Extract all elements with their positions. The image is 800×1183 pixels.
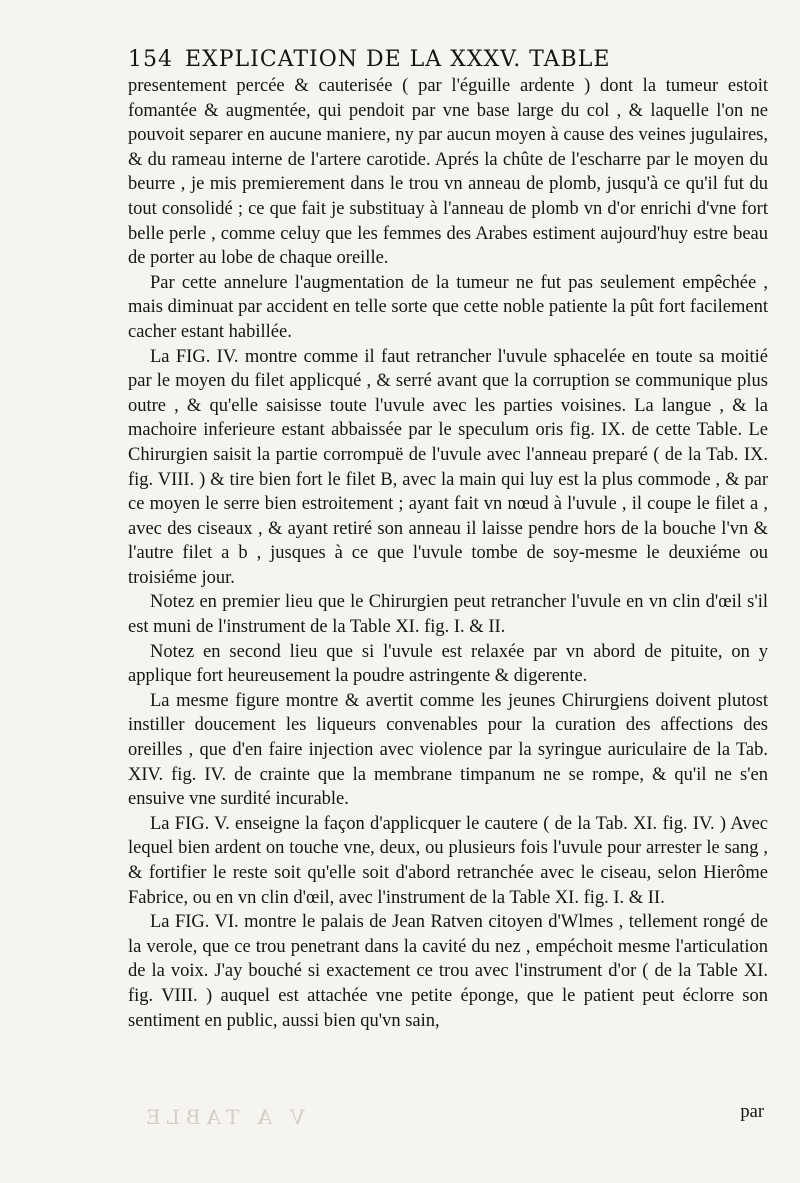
running-head [128, 46, 768, 74]
body-text [128, 74, 768, 1033]
paragraph-fig-iv: La FIG. IV. montre comme il faut retrancher l'uvule sphacelée en toute sa moitié par le moyen du filet applicqué , & serré avant que la corruption se communique plus outre , & qu'elle saisisse toute l'uvule avec les parties voisines. La langue , & la machoire inferieure estant abbaissée par le speculum oris fig. IX. de cette Table. Le Chirurgien saisit la partie corrompuë de l'uvule avec l'anneau preparé ( de la Tab. IX. fig. VIII. ) & tire bien fort le filet B, avec la main qui luy est la plus commode , & par ce moyen le serre bien estroitement ; ayant fait vn nœud à l'uvule , il coupe le filet a , avec des ciseaux , & ayant retiré son anneau il laisse pendre hors de la bouche l'vn & l'autre filet a b , jusques à ce que l'uvule tombe de soy-mesme le deuxiéme ou troisiéme jour. [128, 346, 768, 588]
paragraph-fig-vi: La FIG. VI. montre le palais de Jean Ratven citoyen d'Wlmes , tellement rongé de la verole, que ce trou penetrant dans la cavité du nez , empéchoit mesme l'articulation de la voix. J'ay bouché si exactement ce trou avec l'instrument d'or ( de la Table XI. fig. VIII. ) auquel est attachée vne petite éponge, que le patient peut éclorre son sentiment en public, aussi bien qu'vn sain, [128, 912, 768, 1031]
paragraph-continuation: presentement percée & cauterisée ( par l'éguille ardente ) dont la tumeur estoit fomantée & augmentée, qui pendoit par vne base large du col , & laquelle l'on ne pouvoit separer en aucune maniere, ny par aucun moyen à cause des veines jugulaires, & du rameau interne de l'artere carotide. Aprés la chûte de l'escharre par le moyen du beurre , je mis premierement dans le trou vn anneau de plomb, jusqu'à ce qu'il fut du tout consolidé ; ce que fait je substituay à l'anneau de plomb vn d'or enrichi d'vne fort belle perle , comme celuy que les femmes des Arabes estiment aujourd'huy estre beau de porter au lobe de chaque oreille. [128, 76, 768, 269]
show-through-text: V A TABLE [140, 1105, 305, 1129]
page-number: 154 [128, 47, 173, 72]
paragraph-fig-v: La FIG. V. enseigne la façon d'applicquer le cautere ( de la Tab. XI. fig. IV. ) Avec lequel bien ardent on touche vne, deux, ou plusieurs fois l'uvule pour arrester le sang , & fortifier le reste soit qu'elle soit d'abord retranchée avec le ciseau, selon Hierôme Fabrice, ou en vn clin d'œil, avec l'instrument de la Table XI. fig. I. & II. [128, 813, 768, 908]
paragraph-ears: La mesme figure montre & avertit comme les jeunes Chirurgiens doivent plutost instiller doucement les liqueurs convenables pour la curation des affections des oreilles , que d'en faire injection avec violence par la syringue auriculaire de la Tab. XIV. fig. IV. de crainte que la membrane timpanum ne se rompe, & qu'il ne s'en ensuive vne surdité incurable. [128, 690, 768, 810]
catchword: par [740, 1102, 764, 1122]
running-title: EXPLICATION DE LA XXXV. TABLE [185, 47, 611, 72]
paragraph-note-first: Notez en premier lieu que le Chirurgien peut retrancher l'uvule en vn clin d'œil s'il est muni de l'instrument de la Table XI. fig. I. & II. [128, 592, 768, 638]
paragraph: Par cette annelure l'augmentation de la tumeur ne fut pas seulement empêchée , mais diminuat par accident en telle sorte que cette noble patiente la pût fort facilement cacher estant habillée. [128, 272, 768, 342]
paragraph-note-second: Notez en second lieu que si l'uvule est relaxée par vn abord de pituite, on y applique fort heureusement la poudre astringente & digerente. [128, 641, 768, 687]
text-block [128, 46, 768, 1033]
